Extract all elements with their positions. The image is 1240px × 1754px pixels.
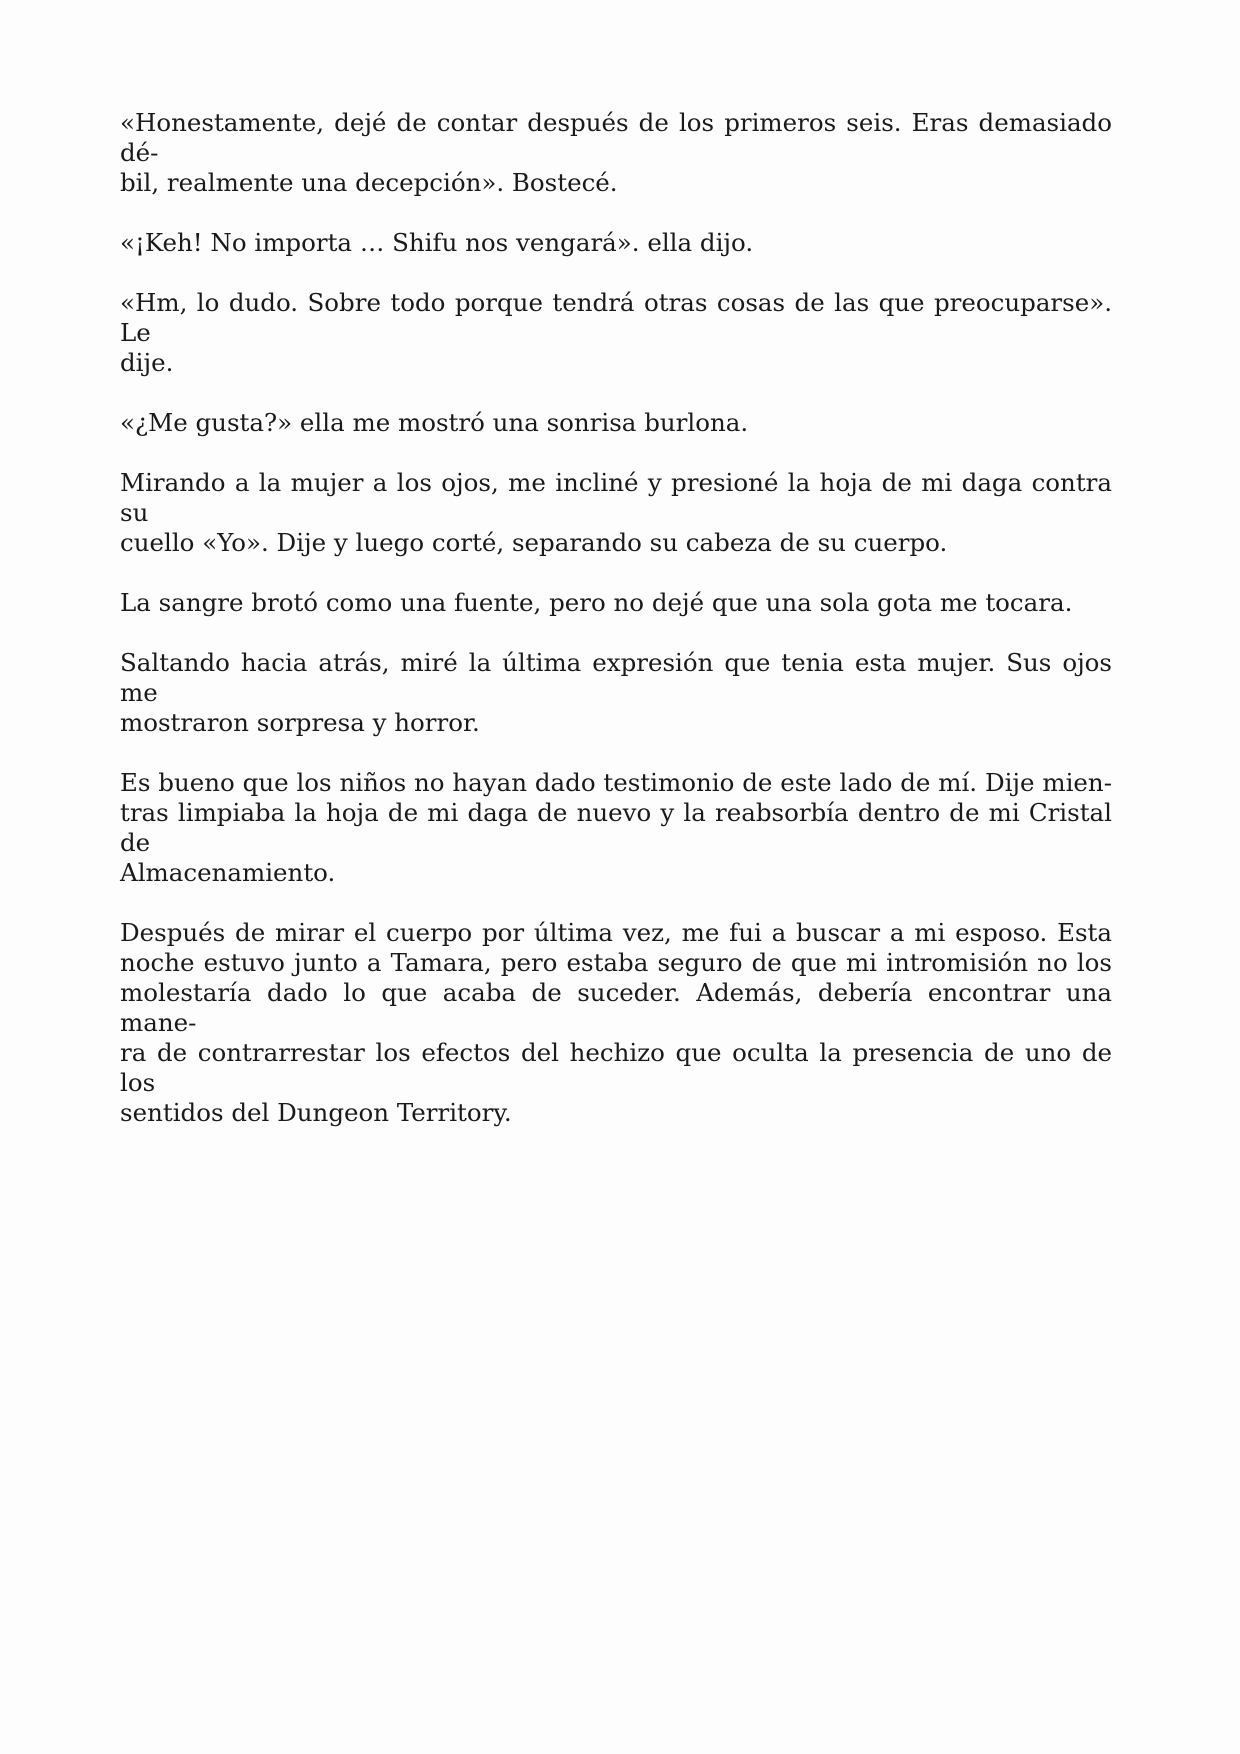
text-line: sentidos del Dungeon Territory. xyxy=(120,1098,512,1127)
text-line: Mirando a la mujer a los ojos, me incliné y presioné la hoja de mi daga contra su xyxy=(120,468,1112,527)
text-line: mostraron sorpresa y horror. xyxy=(120,708,480,737)
text-line: Almacenamiento. xyxy=(120,858,336,887)
paragraph-9 xyxy=(120,918,1112,1128)
text-line: «¡Keh! No importa … Shifu nos vengará». ella dijo. xyxy=(120,228,754,257)
text-line: noche estuvo junto a Tamara, pero estaba seguro de que mi intromisión no los xyxy=(120,948,1112,977)
paragraph-5 xyxy=(120,468,1112,558)
text-line: «Hm, lo dudo. Sobre todo porque tendrá otras cosas de las que preocuparse». Le xyxy=(120,288,1112,347)
text-line: Después de mirar el cuerpo por última vez, me fui a buscar a mi esposo. Esta xyxy=(120,918,1112,947)
text-line: cuello «Yo». Dije y luego corté, separando su cabeza de su cuerpo. xyxy=(120,528,948,557)
text-line: Es bueno que los niños no hayan dado testimonio de este lado de mí. Dije mien- xyxy=(120,768,1112,797)
text-line: «Honestamente, dejé de contar después de los primeros seis. Eras demasiado dé- xyxy=(120,108,1112,167)
paragraph-1 xyxy=(120,108,1112,198)
paragraph-8 xyxy=(120,768,1112,888)
text-line: «¿Me gusta?» ella me mostró una sonrisa burlona. xyxy=(120,408,749,437)
paragraph-2 xyxy=(120,228,1112,258)
text-line: Saltando hacia atrás, miré la última expresión que tenia esta mujer. Sus ojos me xyxy=(120,648,1112,707)
document-page xyxy=(120,108,1112,1158)
text-line: dije. xyxy=(120,348,174,377)
text-line: tras limpiaba la hoja de mi daga de nuevo y la reabsorbía dentro de mi Cristal de xyxy=(120,798,1112,857)
text-line: ra de contrarrestar los efectos del hechizo que oculta la presencia de uno de los xyxy=(120,1038,1112,1097)
text-line: La sangre brotó como una fuente, pero no dejé que una sola gota me tocara. xyxy=(120,588,1073,617)
paragraph-6 xyxy=(120,588,1112,618)
paragraph-7 xyxy=(120,648,1112,738)
text-line: molestaría dado lo que acaba de suceder. Además, debería encontrar una mane- xyxy=(120,978,1112,1037)
paragraph-4 xyxy=(120,408,1112,438)
paragraph-3 xyxy=(120,288,1112,378)
text-line: bil, realmente una decepción». Bostecé. xyxy=(120,168,618,197)
